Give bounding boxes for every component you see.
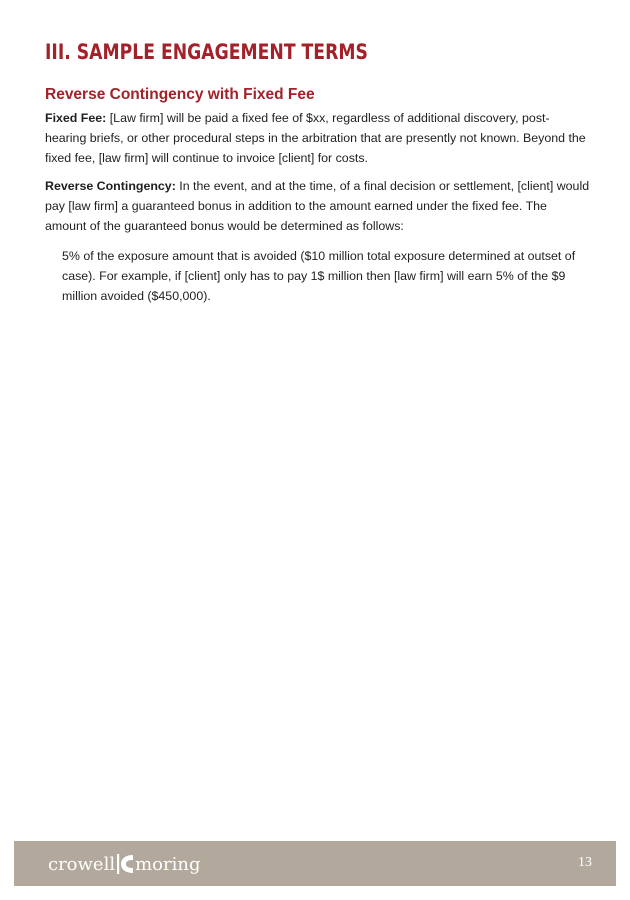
- fixed-fee-label: Fixed Fee:: [45, 111, 107, 125]
- footer-band: [14, 841, 616, 886]
- crowell-moring-mark-icon: [116, 852, 134, 876]
- crowell-moring-logo: [48, 852, 201, 876]
- logo-text-left: crowell: [48, 853, 116, 875]
- logo-text-right: moring: [135, 853, 201, 875]
- reverse-contingency-paragraph: [45, 176, 590, 236]
- page-number: 13: [578, 855, 592, 870]
- bonus-terms-paragraph: 5% of the exposure amount that is avoided ($10 million total exposure determined at outset of case). For example, if [client] only has to pay 1$ million then [law firm] will earn 5% of the $9 million avoided ($450,000).: [62, 249, 576, 303]
- fixed-fee-text: [Law firm] will be paid a fixed fee of $xx, regardless of additional discovery, post-hearing briefs, or other procedural steps in the arbitration that are presently not known. Beyond the fixed fee, [law firm] will continue to invoice [client] for costs.: [45, 111, 586, 165]
- section-title: III. SAMPLE ENGAGEMENT TERMS: [45, 40, 368, 64]
- subheading: Reverse Contingency with Fixed Fee: [45, 86, 315, 103]
- fixed-fee-paragraph: [45, 108, 590, 168]
- reverse-contingency-text: In the event, and at the time, of a final decision or settlement, [client] would pay [law firm] a guaranteed bonus in addition to the amount earned under the fixed fee. The amount of the guaranteed bonus would be determined as follows:: [45, 179, 590, 233]
- reverse-contingency-label: Reverse Contingency:: [45, 179, 176, 193]
